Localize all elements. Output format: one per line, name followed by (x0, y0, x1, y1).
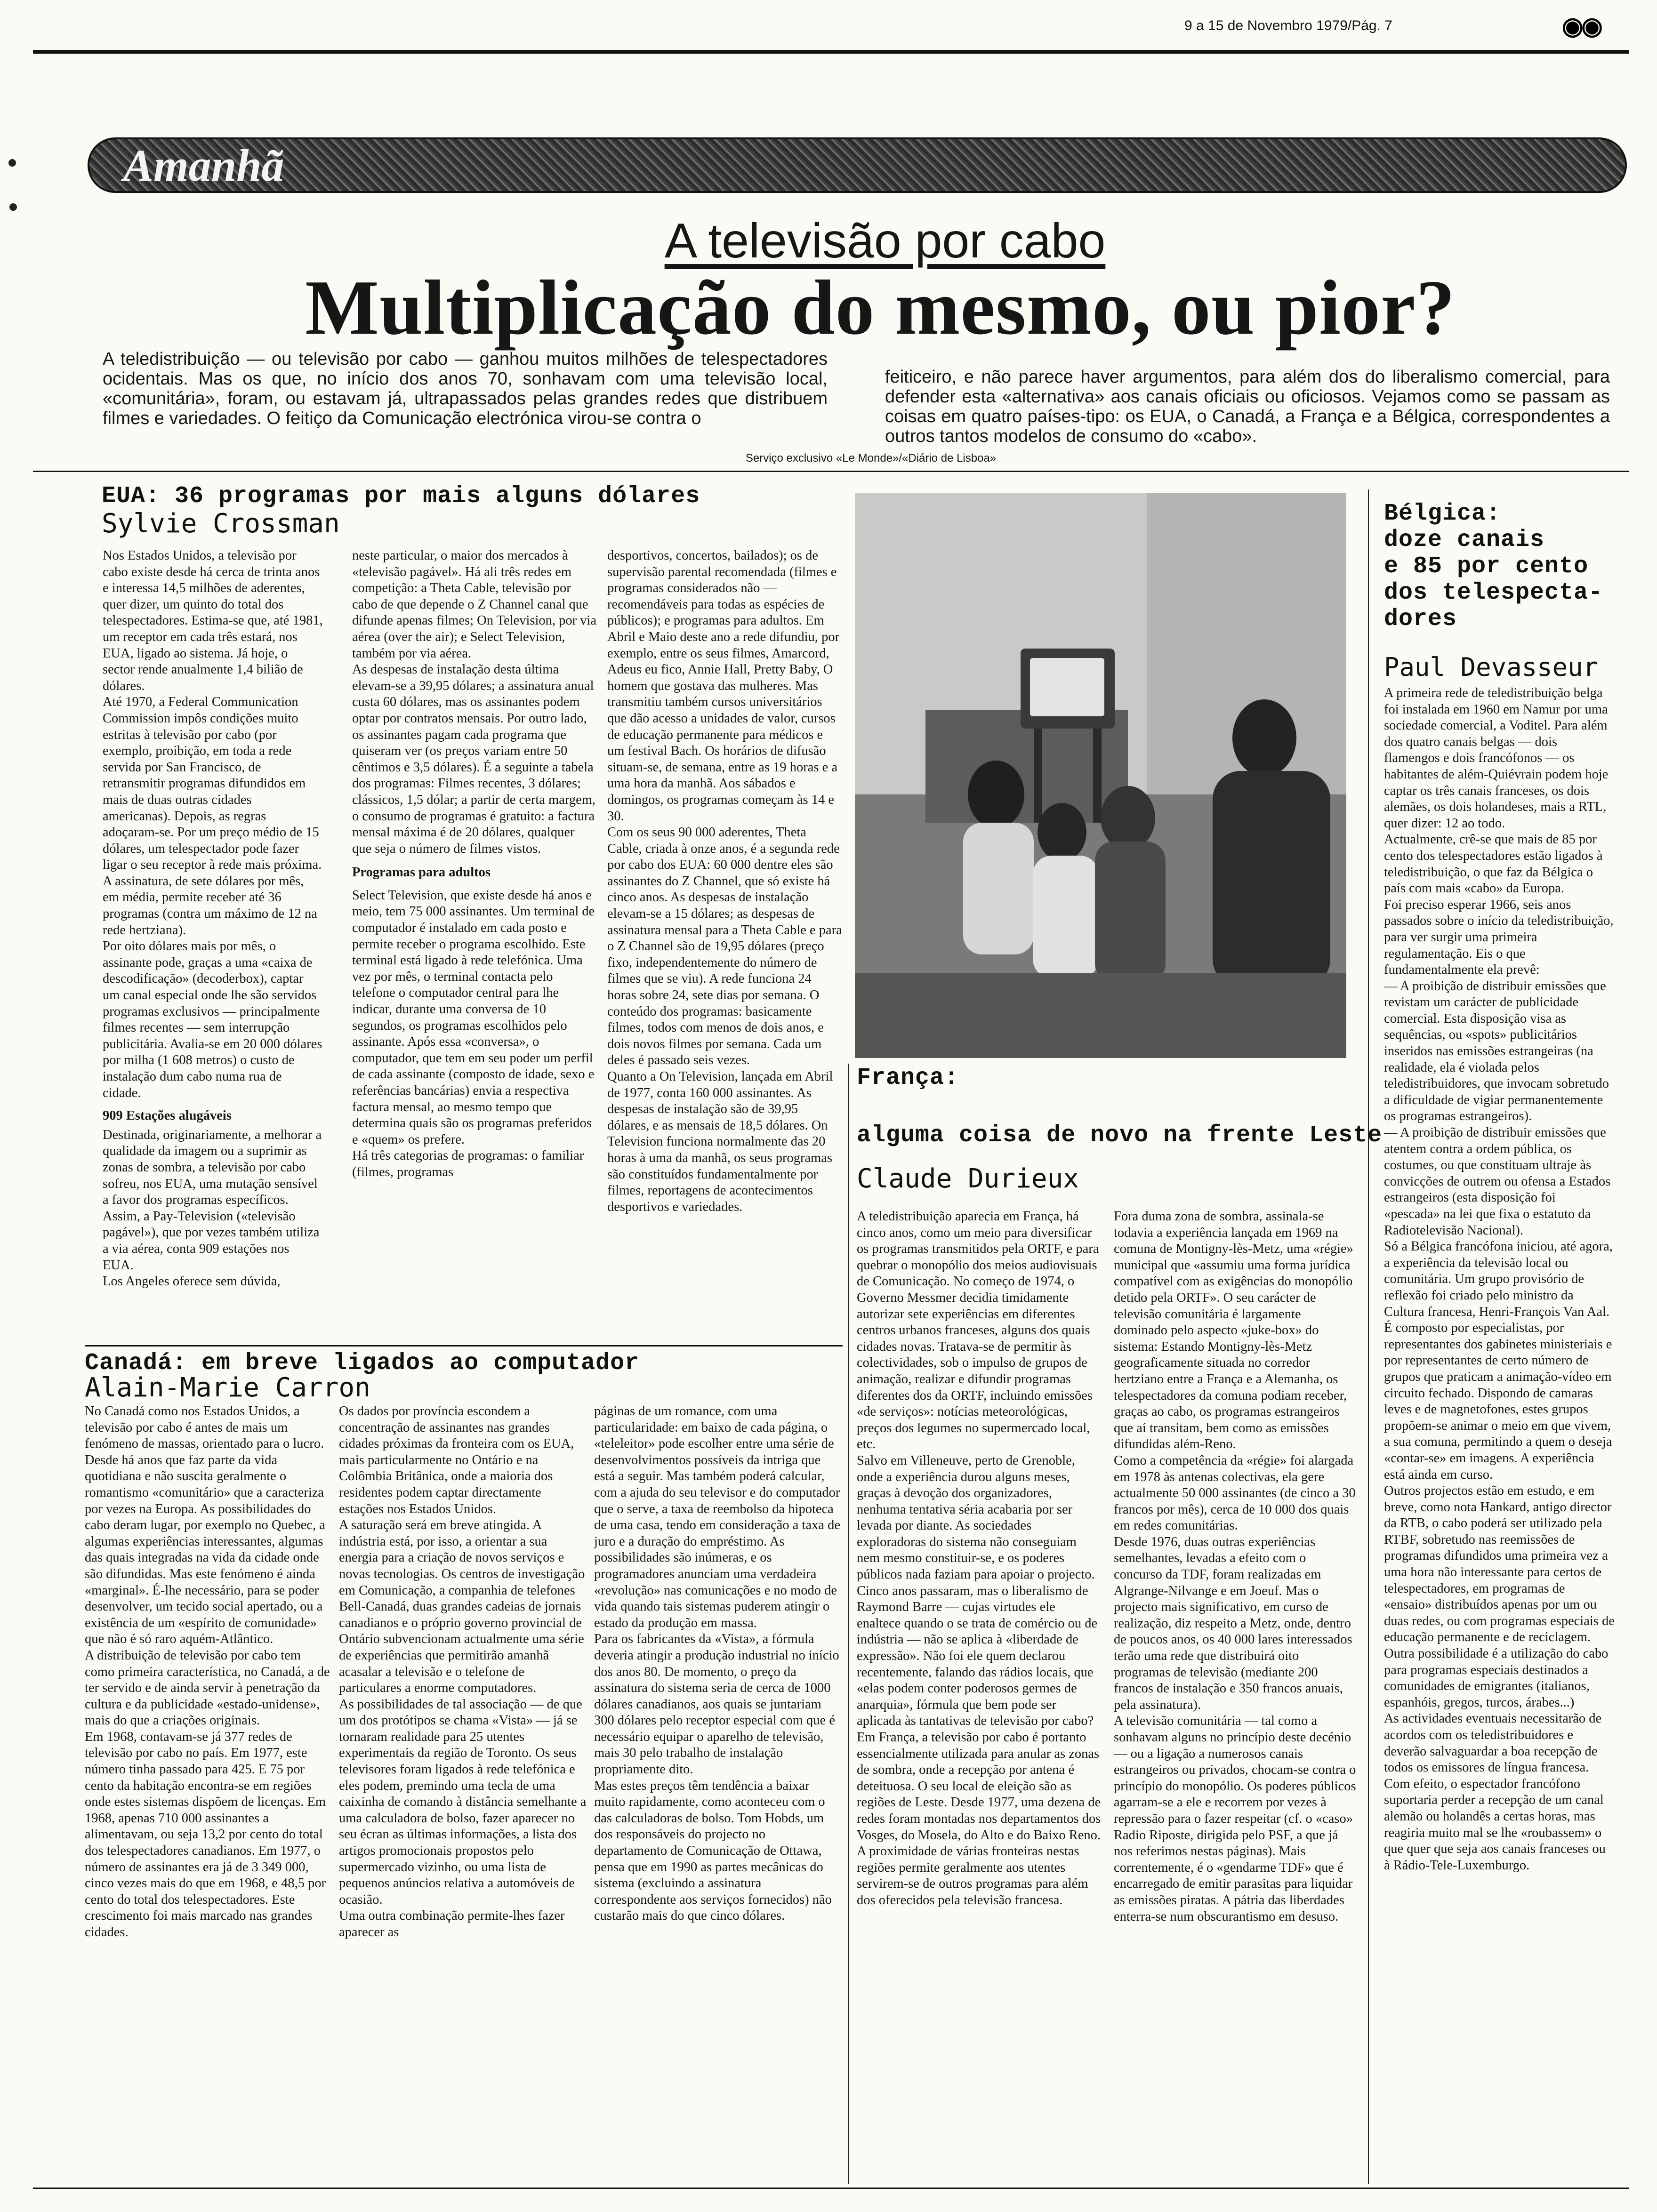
belgica-p4: — A proibição de distribuir emissões que revistam um carácter de publicidade comercial. Esta disposição visa as sequências, ou «spots» publicitários inseridos nas emissões estrangeiras (na realidade, ela é violada pelos teledistribuidores, que invocam sobretudo a dificuldade de vigiar permanentemente os programas estrangeiros). (1384, 978, 1609, 1124)
eua-c3-p1: desportivos, concertos, bailados); os de supervisão parental recomendada (filmes e programas considerados não — recomendáveis para todas as espécies de públicos); e programas para adultos. Em Abril e Maio deste ano a rede difundiu, por exemplo, entre os seus filmes, Amarcord, Adeus eu fico, Annie Hall, Pretty Baby, O homem que gostava das mulheres. Mas transmitiu também cursos universitários que dão acesso a unidades de valor, cursos de educação permanente para médicos e um festival Bach. Os horários de difusão situam-se, de semana, entre as 19 horas e a uma hora da manhã. Aos sábados e domingos, os programas começam às 14 e 30. (607, 548, 840, 824)
belgica-title-line-5: dores (1384, 606, 1457, 633)
eua-c1-p1: Nos Estados Unidos, a televisão por cabo existe desde há cerca de trinta anos e interessa 14,5 milhões de aderentes, quer dizer, um quinto do total dos telespectadores. Estima-se que, até 1981, um receptor em cada três estará, nos EUA, ligado ao sistema. Já hoje, o sector rende anualmente 1,4 bilião de dólares. (103, 548, 323, 693)
belgica-p1: A primeira rede de teledistribuição belga foi instalada em 1960 em Namur por uma sociedade comercial, a Voditel. Para além dos quatro canais belgas — dois flamengos e dois francófonos — os habitantes de além-Quiévrain podem hoje captar os três canais franceses, os dois alemães, os dois holandeses, mais a RTL, quer dizer: 12 ao todo. (1384, 686, 1609, 831)
lede-right: feiticeiro, e não parece haver argumentos, para além dos do liberalismo comercial, para defender esta «alternativa» aos canais oficiais ou oficiosos. Vejamos como se passam as coisas em quatro países-tipo: os EUA, o Canadá, a França e a Bélgica, correspondentes a outros tantos modelos de consumo do «cabo». (885, 367, 1610, 446)
canada-title: Canadá: em breve ligados ao computador (85, 1350, 640, 1377)
canada-c1-p3: Em 1968, contavam-se já 377 redes de televisão por cabo no país. Em 1977, este número tinha passado para 425. E 75 por cento da habitação encontra-se em regiões onde estes sistemas dispõem de licenças. Em 1968, apenas 710 000 assinantes a alimentavam, ou seja 13,2 por cento do total dos telespectadores canadianos. Em 1977, o número de assinantes era já de 3 349 000, cinco vezes mais do que em 1968, e 48,5 por cento do total dos telespectadores. Este crescimento foi mais marcado nas grandes cidades. (85, 1729, 326, 1940)
photo-illustration (855, 493, 1346, 1058)
eua-c2-p1: neste particular, o maior dos mercados à «televisão pagável». Há ali três redes em competição: a Theta Cable, televisão por cabo de que depende o Z Channel canal que difunde apenas filmes; On Television, por via aérea (over the air); e Select Television, também por via aérea. (352, 548, 597, 661)
franca-c1-p3: Cinco anos passaram, mas o liberalismo de Raymond Barre — cujas virtudes ele enaltece quando o se trata de comércio ou de indústria — não se aplica à «liberdade de expressão». Não foi ele quem declarou recentemente, falando das rádios locais, que «elas podem conter poderosos germes de anarquia», fórmula que bem pode ser aplicada às tantativas de televisão por cabo? (857, 1583, 1098, 1729)
eua-column-1 (103, 548, 323, 1290)
belgica-p5: — A proibição de distribuir emissões que atentem contra a ordem pública, os costumes, ou que constituam ultraje às convicções de outrem ou ofensa a Estados estrangeiros (esta disposição foi «pescada» na lei que fixa o estatuto da Radiotelevisão Nacional). (1384, 1125, 1611, 1238)
eua-c2-p4: Há três categorias de programas: o familiar (filmes, programas (352, 1148, 584, 1179)
photo-family-watching-tv (855, 493, 1346, 1058)
canada-c2-p2: A saturação será em breve atingida. A indústria está, por isso, a orientar a sua energia para a criação de novos serviços e novas tecnologias. Os centros de investigação em Comunicação, a companhia de telefones Bell-Canadá, duas grandes cadeias de jornais canadianos e o próprio governo provincial de Ontário subvencionam actualmente uma série de experiências que permitirão amanhã acasalar a televisão e o telefone de particulares a enorme computadores. (339, 1518, 585, 1696)
belgica-p8: As actividades eventuais necessitarão de acordos com os teledistribuidores e deverão salvaguardar a boa recepção de todos os emissores de língua francesa. Com efeito, o espectador francófono suportaria perder a recepção de um canal alemão ou holandês a certas horas, mas reagiria muito mal se lhe «roubassem» o que quer que seja aos canais franceses ou à Rádio-Tele-Luxemburgo. (1384, 1711, 1606, 1873)
eua-c3-p3: Quanto a On Television, lançada em Abril de 1977, conta 160 000 assinantes. As despesas de instalação são de 39,95 dólares, e as mensais de 18,5 dólares. On Television funciona normalmente das 20 horas à uma da manhã, os seus programas são constituídos fundamentalmente por filmes, reportagens de acontecimentos desportivos e variedades. (607, 1069, 833, 1214)
belgica-title-line-4: dos telespecta- (1384, 579, 1603, 606)
lede-credit: Serviço exclusivo «Le Monde»/«Diário de Lisboa» (745, 452, 997, 465)
franca-c1-p2: Salvo em Villeneuve, perto de Grenoble, onde a experiência durou alguns meses, graças à devoção dos organizadores, nenhuma tentativa séria acabaria por ser levada por diante. As sociedades exploradoras do sistema não conseguiam nem mesmo constituir-se, e os poderes públicos nada faziam para apoiar o projecto. (857, 1453, 1095, 1582)
franca-author: Claude Durieux (857, 1163, 1079, 1194)
eua-c1-subhead: 909 Estações alugáveis (103, 1108, 232, 1123)
canada-c3-p3: Mas estes preços têm tendência a baixar muito rapidamente, como aconteceu com o das calculadoras de bolso. Tom Hobds, um dos responsáveis do projecto no departamento de Comunicação de Ottawa, pensa que em 1990 as partes mecânicas do sistema (excluindo a assinatura correspondente aos serviços fornecidos) não custarão mais do que cinco dólares. (594, 1778, 832, 1923)
divider-under-lede (33, 471, 1629, 472)
eua-c2-p2: As despesas de instalação desta última elevam-se a 39,95 dólares; a assinatura anual custa 60 dólares, mas os assinantes podem optar por contratos mensais. Por outro lado, os assinantes pagam cada programa que quiseram ver (os preços variam entre 50 cêntimos e 3,5 dólares). É a seguinte a tabela dos programas: Filmes recentes, 3 dólares; clássicos, 1,5 dólar; a partir de certa margem, o consumo de programas é gratuito: a factura mensal máxima é de 20 dólares, qualquer que seja o número de filmes vistos. (352, 662, 596, 856)
eua-c1-p4: Destinada, originariamente, a melhorar a qualidade da imagem ou a suprimir as zonas de sombra, a televisão por cabo sofreu, nos EUA, uma mutação sensível a favor dos programas específicos. Assim, a Pay-Television («televisão pagável»), que por vezes também utiliza a via aérea, conta 909 estações nos EUA. (103, 1127, 322, 1273)
eua-column-3 (607, 548, 843, 1215)
canada-c1-p2: A distribuição de televisão por cabo tem como primeira característica, no Canadá, a de ter servido e de ainda servir à penetração da cultura e da publicidade «estado-unidense», mais do que a criações originais. (85, 1648, 330, 1728)
bottom-rule (33, 2188, 1629, 2189)
canada-column-1 (85, 1403, 331, 1941)
canada-c2-p1: Os dados por província escondem a concentração de assinantes nas grandes cidades próximas da fronteira com os EUA, mais particularmente no Ontário e na Colômbia Britânica, onde a maioria dos residentes podem captar directamente estações nos Estados Unidos. (339, 1404, 574, 1516)
franca-title-b: alguma coisa de novo na frente Leste (857, 1122, 1383, 1149)
canada-c3-p1: páginas de um romance, com uma particularidade: em baixo de cada página, o «teleleitor» pode escolher entre uma série de desenvolvimentos possíveis da intriga que está a seguir. Mas também poderá calcular, com a ajuda do seu televisor e do computador que o serve, a taxa de reembolso da hipoteca de uma casa, tendo em consideração a taxa de juro e a duração do empréstimo. As possibilidades são inúmeras, e os programadores anunciam uma verdadeira «revolução» nas comunicações e no modo de vida quando tais sistemas puderem atingir o estado da produção em massa. (594, 1404, 841, 1630)
canada-author: Alain-Marie Carron (85, 1372, 370, 1403)
franca-column-2 (1114, 1209, 1357, 1925)
canada-column-3 (594, 1403, 842, 1924)
franca-c1-p1: A teledistribuição aparecia em França, há cinco anos, como um meio para diversificar os programas transmitidos pela ORTF, e para quebrar o monopólio dos meios audiovisuais de Comunicação. No começo de 1974, o Governo Messmer decidia timidamente autorizar sete experiências em diferentes centros urbanos franceses, alguns dos quais cidades novas. Tratava-se de permitir às colectividades, sob o impulso de grupos de animação, realizar e difundir programas diferentes dos da ORTF, incluindo emissões «de serviços»: notícias meteorológicas, preços dos legumes no supermercado local, etc. (857, 1209, 1099, 1452)
margin-mark-top (8, 159, 16, 167)
belgica-column (1384, 685, 1615, 1874)
belgica-p3: Foi preciso esperar 1966, seis anos passados sobre o início da teledistribuição, para ver surgir uma primeira regulamentação. Eis o que fundamentalmente ela prevê: (1384, 897, 1614, 978)
divider-above-canada (85, 1345, 843, 1346)
headline-title: Multiplicação do mesmo, ou pior? (305, 264, 1456, 351)
franca-c2-p1: Fora duma zona de sombra, assinala-se todavia a experiência lançada em 1969 na comuna de Montigny-lès-Metz, uma «régie» municipal que «assumiu uma forma jurídica compatível com as exigências do monopólio detido pela ORTF». O seu carácter de televisão comunitária é largamente dominado pelo aspecto «juke-box» do sistema: Estando Montigny-lès-Metz geograficamente situada no corredor hertziano entre a França e a Alemanha, os telespectadores da comuna podiam receber, graças ao cabo, os programas estrangeiros que aí transitam, bem como as emissões difundidas além-Reno. (1114, 1209, 1353, 1452)
canada-c1-p1: No Canadá como nos Estados Unidos, a televisão por cabo é antes de mais um fenómeno de massas, orientado para o lucro. Desde há anos que faz parte da vida quotidiana e não suscita geralmente o romantismo «comunitário» que a caracteriza por vezes na Europa. As possibilidades do cabo deram lugar, por exemplo no Quebec, a algumas experiências interessantes, algumas das quais integradas na vida da cidade onde são difundidas. Mas este fenómeno é ainda «marginal». É-lhe necessário, para se poder desenvolver, um tecido social apertado, ou a existência de um «espírito de comunidade» que não é só raro aquém-Atlântico. (85, 1404, 325, 1647)
belgica-title-line-2: doze canais (1384, 527, 1545, 553)
section-label: Amanhã (123, 140, 284, 191)
eua-c2-p3: Select Television, que existe desde há anos e meio, tem 75 000 assinantes. Um terminal de computador é instalado em cada posto e permite receber o programa escolhido. Este terminal está ligado à rede telefónica. Uma vez por mês, o terminal contacta pelo telefone o computador central para lhe indicar, durante uma conversa de 10 segundos, os programas escolhidos pelo assinante. Após essa «conversa», o computador, que tem em seu poder um perfil de cada assinante (composto de idade, sexo e referências bancárias) envia a respectiva factura mensal, ao mesmo tempo que determina quais são os programas preferidos e «quem» os prefere. (352, 888, 595, 1147)
eua-c1-p2: Até 1970, a Federal Communication Commission impôs condições muito estritas à televisão por cabo (por exemplo, proibição, em toda a rede servida por San Francisco, de retransmitir programas difundidos em mais de duas outras cidades americanas). Depois, as regras adoçaram-se. Por um preço médio de 15 dólares, um telespectador pode fazer ligar o seu receptor à rede mais próxima. A assinatura, de sete dólares por mês, em média, permite receber até 36 programas (contra um máximo de 12 na rede hertziana). (103, 695, 322, 938)
date-page-line: 9 a 15 de Novembro 1979/Pág. 7 (1184, 18, 1392, 33)
eua-column-2 (352, 548, 597, 1181)
belgica-title-line-3: e 85 por cento (1384, 553, 1589, 580)
belgica-title-line-1: Bélgica: (1384, 500, 1501, 527)
belgica-p2: Actualmente, crê-se que mais de 85 por cento dos telespectadores estão ligados à teledistribuição, o que faz da Bélgica o país com mais «cabo» da Europa. (1384, 832, 1603, 896)
lede-left: A teledistribuição — ou televisão por cabo — ganhou muitos milhões de telespectadores ocidentais. Mas os que, no início dos anos 70, sonhavam com uma televisão local, «comunitária», foram, ou estavam já, ultrapassados pelas grandes redes que distribuem filmes e variedades. O feitiço da Comunicação electrónica virou-se contra o (103, 349, 828, 428)
belgica-title (1384, 501, 1603, 633)
eua-c3-p2: Com os seus 90 000 aderentes, Theta Cable, criada à onze anos, é a segunda rede por cabo dos EUA: 60 000 dentre eles são assinantes do Z Channel, que só existe há cinco anos. As despesas de instalação elevam-se a 15 dólares; as despesas de assinatura mensal para a Theta Cable e para o Z Channel são de 19,95 dólares (preço fixo, independentemente do número de filmes que se viu). A rede funciona 24 horas sobre 24, sete dias por semana. O conteúdo dos programas: basicamente filmes, todos com menos de dois anos, e dois novos filmes por semana. Cada um deles é passado seis vezes. (607, 825, 842, 1068)
belgica-column-rule (1368, 489, 1369, 2184)
section-banner (88, 137, 1627, 193)
franca-column-rule (848, 1064, 849, 2184)
canada-column-2 (339, 1403, 587, 1941)
margin-mark-bottom (9, 203, 17, 211)
belgica-p6: Só a Bélgica francófona iniciou, até agora, a experiência da televisão local ou comunitária. Um grupo provisório de reflexão foi criado pelo ministro da Cultura francesa, Henri-François Van Aal. É composto por especialistas, por representantes dos gabinetes ministeriais e por representantes de certo número de grupos que praticam a animação-vídeo em circuito fechado. Dispondo de camaras leves e de magnetofones, estes grupos propõem-se animar o meio em que vivem, a sua comuna, permitindo a quem o deseja «contar-se» em imagens. A experiência está ainda em curso. (1384, 1239, 1613, 1482)
masthead-rule (33, 50, 1629, 54)
eua-c1-p3: Por oito dólares mais por mês, o assinante pode, graças a uma «caixa de descodificação» (decoderbox), captar um canal especial onde lhe são servidos programas exclusivos — principalmente filmes recentes — sem interrupção publicitária. Avalia-se em 20 000 dólares por milha (1 608 metros) o custo de instalação dum cabo numa rua de cidade. (103, 939, 322, 1100)
eua-c2-subhead: Programas para adultos (352, 865, 491, 880)
belgica-author: Paul Devasseur (1384, 652, 1599, 682)
franca-c1-p4: Em França, a televisão por cabo é portanto essencialmente utilizada para anular as zonas de sombra, onde a recepção por antena é deteituosa. O seu local de eleição são as regiões de Leste. Desde 1977, uma dezena de redes foram montadas nos departamentos dos Vosges, do Mosela, do Alto e do Baixo Reno. A proximidade de várias fronteiras nestas regiões permite geralmente aos utentes servirem-se de outros programas para além dos oferecidos pela televisão francesa. (857, 1730, 1101, 1907)
franca-c2-p4: A televisão comunitária — tal como a sonhavam alguns no princípio deste decénio — ou a ligação a numerosos canais estrangeiros ou privados, chocam-se contra o princípio do monopólio. Os poderes públicos agarram-se a ele e recorrem por vezes à repressão para o fazer respeitar (cf. o «caso» Radio Riposte, dirigida pelo PSF, a que já nos referimos nestas páginas). Mais correntemente, é o «gendarme TDF» que é encarregado de emitir parasitas para liquidar as emissões piratas. A pátria das liberdades enterra-se num obscurantismo em desuso. (1114, 1714, 1356, 1924)
canada-c2-p3: As possibilidades de tal associação — de que um dos protótipos se chama «Vista» — já se tornaram realidade para 25 utentes experimentais da região de Toronto. Os seus televisores foram ligados à rede telefónica e eles podem, premindo uma tecla de uma caixinha de comando à distância semelhante a uma calculadora de bolso, fazer aparecer no seu écran as últimas informações, a lista dos artigos promocionais propostos pelo supermercado vizinho, ou uma lista de pequenos anúncios relativa a automóveis de ocasião. (339, 1697, 587, 1907)
franca-title-a: França: (857, 1065, 959, 1091)
eua-title: EUA: 36 programas por mais alguns dólares (102, 483, 700, 510)
canada-c3-p2: Para os fabricantes da «Vista», a fórmula deveria atingir a produção industrial no início dos anos 80. De momento, o preço da assinatura do sistema seria de cerca de 1000 dólares canadianos, aos quais se juntariam 300 dólares pelo receptor especial com que é necessário equipar o aparelho de televisão, mais 30 pelo trabalho de instalação propriamente dito. (594, 1632, 839, 1777)
headline-kicker: A televisão por cabo (664, 214, 1106, 268)
eua-author: Sylvie Crossman (102, 508, 340, 539)
franca-c2-p3: Desde 1976, duas outras experiências semelhantes, levadas a efeito com o concurso da TDF, foram realizadas em Algrange-Nilvange e em Joeuf. Mas o projecto mais significativo, em curso de realização, diz respeito a Metz, onde, dentro de poucos anos, os 40 000 lares interessados terão uma rede que distribuirá oito programas de televisão (mediante 200 francos de instalação e 350 francos anuais, pela assinatura). (1114, 1534, 1352, 1712)
franca-column-1 (857, 1209, 1102, 1909)
belgica-p7: Outros projectos estão em estudo, e em breve, como nota Hankard, antigo director da RTB, o cabo poderá ser utilizado pela RTBF, sobretudo nas reemissões de programas difundidos uma primeira vez a uma hora não interessante para certos de telespectadores, em programas de «ensaio» distribuídos apenas por um ou duas redes, ou com programas especiais de educação permanente e de reciclagem. Outra possibilidade é a utilização do cabo para programas especiais destinados a comunidades de emigrantes (italianos, espanhóis, gregos, turcos, árabes...) (1384, 1483, 1615, 1710)
eua-c1-p5: Los Angeles oferece sem dúvida, (103, 1274, 281, 1289)
canada-c2-p4: Uma outra combinação permite-lhes fazer aparecer as (339, 1908, 565, 1940)
newspaper-logo: ◉◉ (1562, 13, 1601, 40)
franca-c2-p2: Como a competência da «régie» foi alargada em 1978 às antenas colectivas, ela gere actualmente 50 000 assinantes (de cinco a 30 francos por mês), cerca de 10 000 dos quais em redes comunitárias. (1114, 1453, 1356, 1533)
